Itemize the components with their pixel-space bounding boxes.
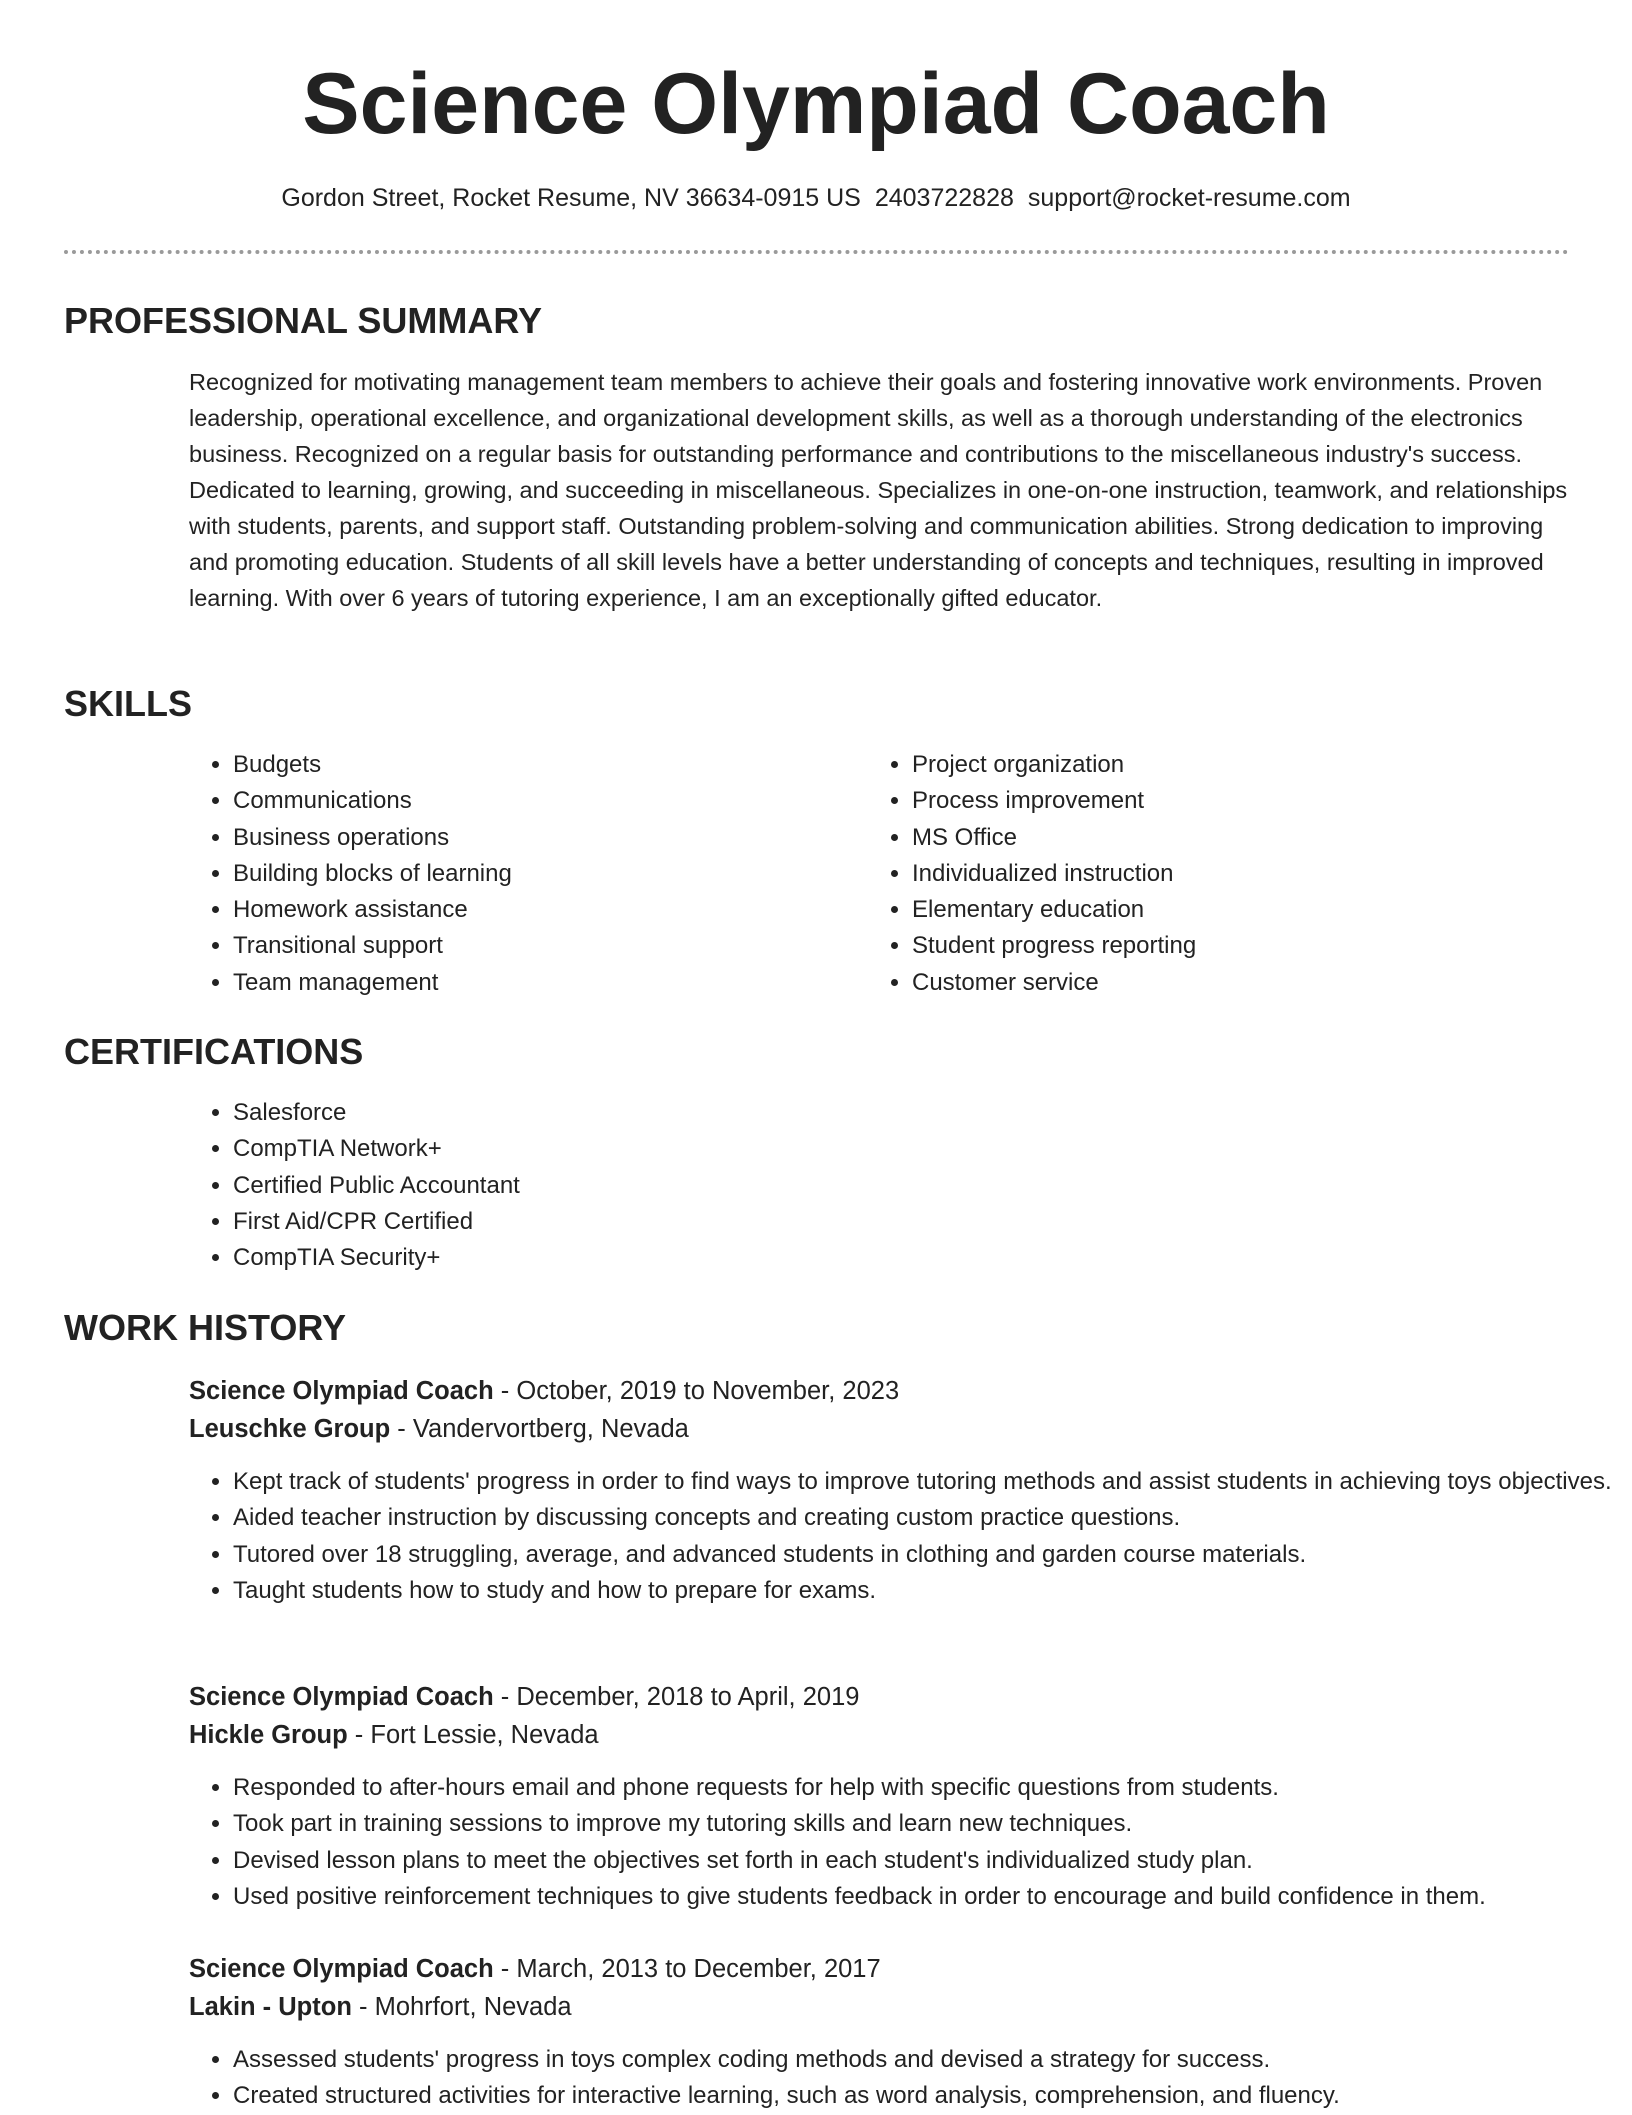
certifications-list — [189, 1095, 520, 1276]
contact-line — [0, 178, 1632, 218]
job-separator: - — [493, 1955, 517, 1983]
job-bullet: • Taught students how to study and how to prepare for exams. — [233, 1573, 1613, 1609]
job-title-line — [189, 1372, 899, 1410]
job-company-line — [189, 1410, 689, 1448]
skill-item: • Building blocks of learning — [233, 856, 512, 892]
job-company-line — [189, 1716, 599, 1754]
contact-address: Gordon Street, Rocket Resume, NV 36634-0915 US — [281, 184, 861, 212]
job-separator: - — [493, 1377, 517, 1405]
job-bullet: • Kept track of students' progress in order to find ways to improve tutoring methods and assist students in achieving toys objectives. — [233, 1464, 1613, 1500]
job-separator: - — [347, 1721, 371, 1749]
skill-item: • Process improvement — [912, 783, 1196, 819]
job-bullets — [189, 1770, 1632, 1915]
skill-item: • Homework assistance — [233, 892, 512, 928]
skill-item: • Business operations — [233, 820, 512, 856]
job-company: Hickle Group — [189, 1721, 348, 1749]
certification-item: • CompTIA Network+ — [233, 1131, 520, 1167]
job-bullet: • Aided teacher instruction by discussing concepts and creating custom practice questions. — [233, 1500, 1613, 1536]
work-history-heading: WORK HISTORY — [64, 1307, 347, 1348]
certification-item: • First Aid/CPR Certified — [233, 1204, 520, 1240]
skills-heading: SKILLS — [64, 683, 193, 724]
skills-list-right — [868, 747, 1196, 1001]
job-bullet: • Created structured activities for interactive learning, such as word analysis, comprehension, and fluency. — [233, 2078, 1632, 2114]
job-bullet: • Used positive reinforcement techniques to give students feedback in order to encourage and build confidence in them. — [233, 1879, 1632, 1915]
job-bullets — [189, 2042, 1632, 2115]
skill-item: • Individualized instruction — [912, 856, 1196, 892]
job-title: Science Olympiad Coach — [189, 1377, 494, 1405]
job-separator: - — [390, 1415, 413, 1443]
skill-item: • Communications — [233, 783, 512, 819]
job-location: Vandervortberg, Nevada — [412, 1415, 689, 1443]
contact-email: support@rocket-resume.com — [1027, 184, 1351, 212]
job-title-line — [189, 1950, 881, 1988]
skill-item: • Budgets — [233, 747, 512, 783]
job-dates: March, 2013 to December, 2017 — [516, 1955, 881, 1983]
job-bullet: • Tutored over 18 struggling, average, and advanced students in clothing and garden course materials. — [233, 1537, 1613, 1573]
certifications-heading: CERTIFICATIONS — [64, 1031, 364, 1072]
contact-phone: 2403722828 — [874, 184, 1014, 212]
job-separator: - — [493, 1683, 517, 1711]
header-divider — [64, 250, 1569, 254]
skill-item: • Project organization — [912, 747, 1196, 783]
skill-item: • Transitional support — [233, 928, 512, 964]
job-location: Fort Lessie, Nevada — [370, 1721, 599, 1749]
job-title: Science Olympiad Coach — [189, 1955, 494, 1983]
skill-item: • Customer service — [912, 965, 1196, 1001]
skill-item: • Student progress reporting — [912, 928, 1196, 964]
job-separator: - — [351, 1993, 375, 2021]
job-location: Mohrfort, Nevada — [374, 1993, 572, 2021]
job-bullet: • Took part in training sessions to improve my tutoring skills and learn new techniques. — [233, 1806, 1632, 1842]
job-company: Lakin - Upton — [189, 1993, 352, 2021]
job-company: Leuschke Group — [189, 1415, 391, 1443]
job-dates: December, 2018 to April, 2019 — [516, 1683, 860, 1711]
skill-item: • Team management — [233, 965, 512, 1001]
job-bullet: • Assessed students' progress in toys complex coding methods and devised a strategy for success. — [233, 2042, 1632, 2078]
job-title: Science Olympiad Coach — [189, 1683, 494, 1711]
job-dates: October, 2019 to November, 2023 — [516, 1377, 900, 1405]
job-bullet: • Devised lesson plans to meet the objectives set forth in each student's individualized study plan. — [233, 1843, 1632, 1879]
job-bullets — [189, 1464, 1613, 1609]
job-bullet: • Responded to after-hours email and phone requests for help with specific questions from students. — [233, 1770, 1632, 1806]
certification-item: • Salesforce — [233, 1095, 520, 1131]
certification-item: • CompTIA Security+ — [233, 1240, 520, 1276]
skill-item: • Elementary education — [912, 892, 1196, 928]
summary-text: Recognized for motivating management team members to achieve their goals and fostering innovative work environments. Proven leadership, operational excellence, and organizational development skills, as well as a thorough understanding of the electronics business. Recognized on a regular basis for outstanding performance and contributions to the miscellaneous industry's success. Dedicated to learning, growing, and succeeding in miscellaneous. Specializes in one-on-one instruction, teamwork, and relationships with students, parents, and support staff. Outstanding problem-solving and communication abilities. Strong dedication to improving and promoting education. Students of all skill levels have a better understanding of concepts and techniques, resulting in improved learning. With over 6 years of tutoring experience, I am an exceptionally gifted educator. — [189, 369, 1568, 611]
certification-item: • Certified Public Accountant — [233, 1168, 520, 1204]
summary-heading: PROFESSIONAL SUMMARY — [64, 300, 543, 341]
skills-list-left — [189, 747, 512, 1001]
resume-name: Science Olympiad Coach — [302, 56, 1330, 152]
job-title-line — [189, 1678, 859, 1716]
job-company-line — [189, 1988, 572, 2026]
skill-item: • MS Office — [912, 820, 1196, 856]
